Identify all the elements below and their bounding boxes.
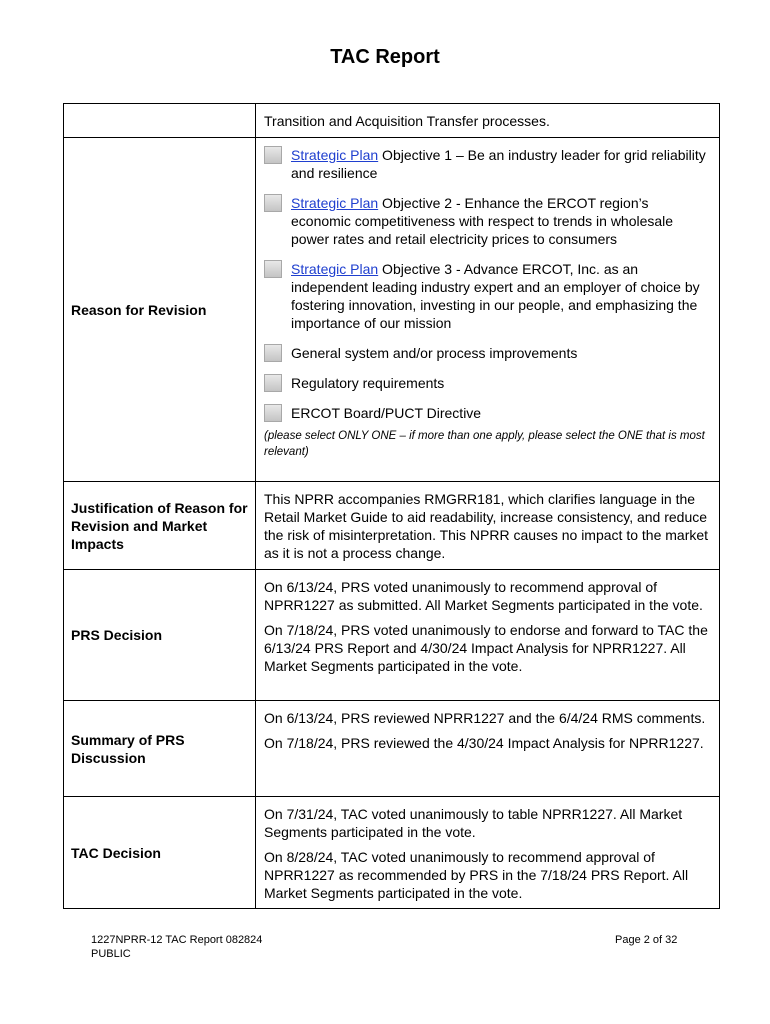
content-paragraph: On 7/18/24, PRS reviewed the 4/30/24 Impact Analysis for NPRR1227. — [264, 735, 704, 751]
content-paragraph: On 6/13/24, PRS voted unanimously to recommend approval of NPRR1227 as submitted. All Market Segments participated in the vote. — [264, 579, 703, 613]
strategic-plan-link[interactable]: Strategic Plan — [291, 147, 379, 163]
table-row-justification — [64, 482, 720, 570]
option-objective-2 — [264, 194, 712, 248]
footer-doc-id: 1227NPRR-12 TAC Report 082824 — [91, 934, 263, 946]
page-number: Page 2 of 32 — [615, 934, 678, 946]
row-content — [256, 482, 720, 570]
checkbox[interactable] — [264, 194, 282, 212]
row-label: Reason for Revision — [64, 138, 256, 482]
checkbox[interactable] — [264, 404, 282, 422]
content-paragraph: On 7/31/24, TAC voted unanimously to table NPRR1227. All Market Segments participated in the vote. — [264, 806, 683, 840]
row-content — [256, 797, 720, 909]
option-text: Objective 3 - Advance ERCOT, Inc. as an independent leading industry expert and an employer of choice by fostering innovation, investing in our people, and emphasizing the importance of our mission — [291, 261, 700, 331]
table-row-reason — [64, 138, 720, 482]
table-row — [64, 104, 720, 138]
option-text: Objective 1 – Be an industry leader for grid reliability and resilience — [291, 147, 706, 181]
option-board-directive — [264, 404, 712, 422]
content-text: Transition and Acquisition Transfer processes. — [264, 113, 550, 129]
row-label-empty — [64, 104, 256, 138]
table-row-tac-decision — [64, 797, 720, 909]
content-text: This NPRR accompanies RMGRR181, which clarifies language in the Retail Market Guide to aid readability, increase consistency, and reduce the risk of misinterpretation. This NPRR causes no impact to the market as it is not a process change. — [264, 491, 709, 561]
option-text: General system and/or process improvements — [291, 345, 578, 361]
option-objective-3 — [264, 260, 712, 332]
row-label: PRS Decision — [64, 570, 256, 701]
option-regulatory — [264, 374, 712, 392]
table-row-prs-summary — [64, 701, 720, 797]
row-label: Summary of PRS Discussion — [64, 701, 256, 797]
checkbox[interactable] — [264, 374, 282, 392]
row-content — [256, 701, 720, 797]
row-content — [256, 104, 720, 138]
option-text: ERCOT Board/PUCT Directive — [291, 405, 482, 421]
content-paragraph: On 8/28/24, TAC voted unanimously to recommend approval of NPRR1227 as recommended by PRS in the 7/18/24 PRS Report. All Market Segments participated in the vote. — [264, 849, 689, 901]
footer-classification: PUBLIC — [91, 948, 131, 960]
strategic-plan-link[interactable]: Strategic Plan — [291, 261, 379, 277]
checkbox[interactable] — [264, 260, 282, 278]
option-text: Objective 2 - Enhance the ERCOT region’s economic competitiveness with respect to trends in wholesale power rates and retail electricity prices to consumers — [291, 195, 674, 247]
content-paragraph: On 7/18/24, PRS voted unanimously to endorse and forward to TAC the 6/13/24 PRS Report and 4/30/24 Impact Analysis for NPRR1227. All Market Segments participated in the vote. — [264, 622, 708, 674]
option-objective-1 — [264, 146, 712, 182]
option-text: Regulatory requirements — [291, 375, 445, 391]
content-paragraph: On 6/13/24, PRS reviewed NPRR1227 and the 6/4/24 RMS comments. — [264, 710, 706, 726]
row-label: TAC Decision — [64, 797, 256, 909]
checkbox[interactable] — [264, 344, 282, 362]
option-general-improvements — [264, 344, 712, 362]
checkbox[interactable] — [264, 146, 282, 164]
footer-left — [91, 933, 262, 961]
selection-note: (please select ONLY ONE – if more than one apply, please select the ONE that is most relevant) — [264, 430, 705, 458]
strategic-plan-link[interactable]: Strategic Plan — [291, 195, 379, 211]
row-content — [256, 570, 720, 701]
page-title: TAC Report — [330, 46, 440, 68]
table-row-prs-decision — [64, 570, 720, 701]
reason-options — [256, 138, 720, 482]
report-table — [63, 103, 720, 909]
row-label: Justification of Reason for Revision and Market Impacts — [64, 482, 256, 570]
